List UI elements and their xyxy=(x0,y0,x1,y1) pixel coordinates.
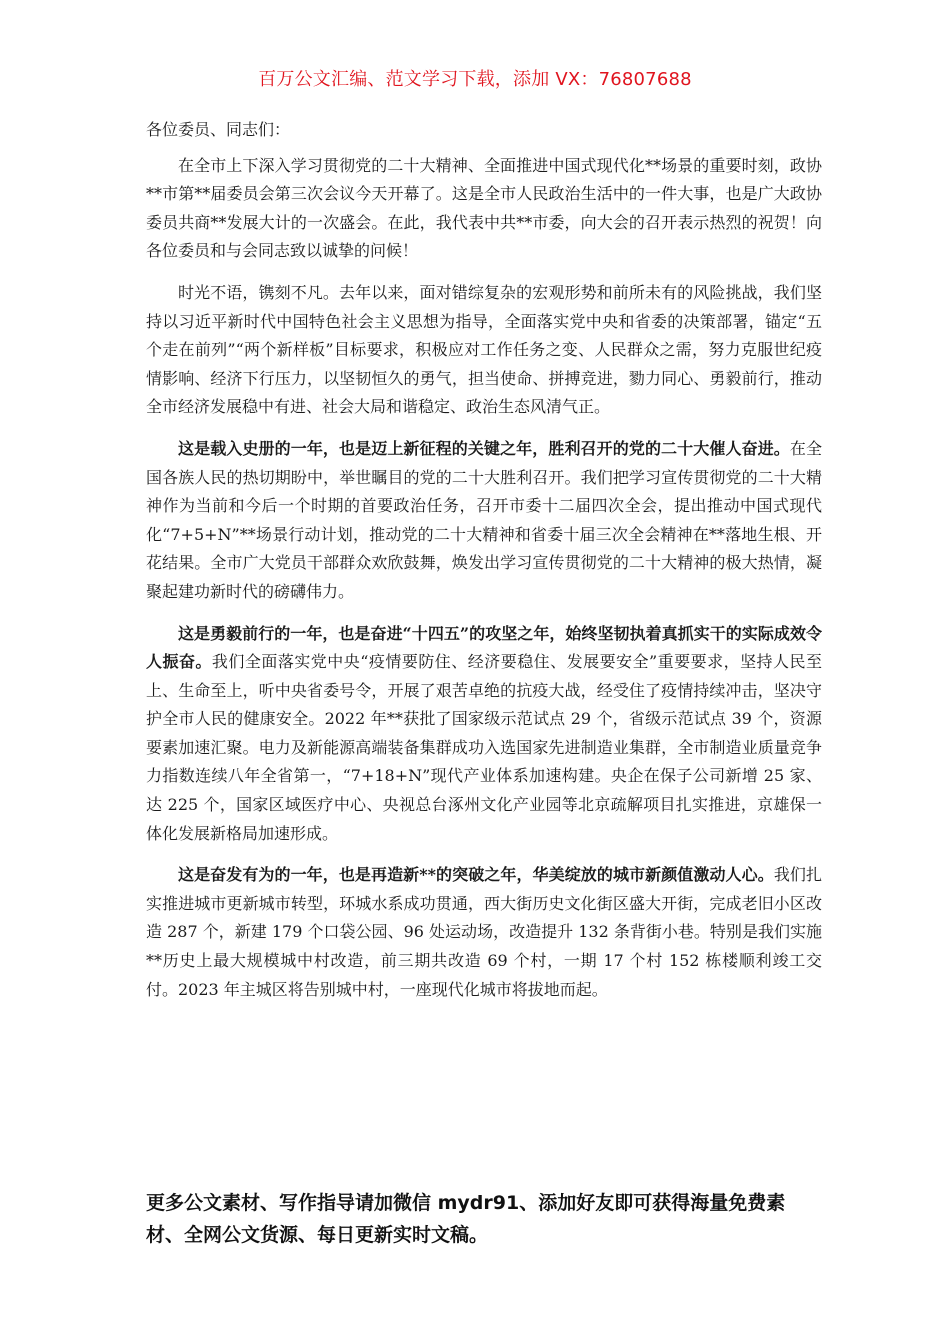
paragraph-city-renewal xyxy=(146,861,822,1004)
paragraph-review xyxy=(146,279,822,422)
paragraph-fourteenth-plan xyxy=(146,620,822,849)
paragraph-text: 我们扎实推进城市更新城市转型，环城水系成功贯通，西大街历史文化街区盛大开街，完成老旧小区改造 287 个，新建 179 个口袋公园、96 处运动场，改造提升 132 条背街小巷。特别是我们实施**历史上最大规模城中村改造，前三期共改造 69 个村，一期 17 个村 152 栋楼顺利竣工交付。2023 年主城区将告别城中村，一座现代化城市将拔地而起。 xyxy=(146,865,822,999)
salutation: 各位委员、同志们： xyxy=(146,120,291,139)
footer-note: 更多公文素材、写作指导请加微信 mydr91、添加好友即可获得海量免费素材、全网公文货源、每日更新实时文稿。 xyxy=(146,1192,786,1246)
paragraph-text: 在全国各族人民的热切期盼中，举世瞩目的党的二十大胜利召开。我们把学习宣传贯彻党的二十大精神作为当前和今后一个时期的首要政治任务，召开市委十二届四次全会，提出推动中国式现代化“7+5+N”**场景行动计划，推动党的二十大精神和省委十届三次全会精神在**落地生根、开花结果。全市广大党员干部群众欢欣鼓舞，焕发出学习宣传贯彻党的二十大精神的极大热情，凝聚起建功新时代的磅礴伟力。 xyxy=(146,438,822,601)
paragraph-congress xyxy=(146,435,822,607)
paragraph-text: 在全市上下深入学习贯彻党的二十大精神、全面推进中国式现代化**场景的重要时刻，政协**市第**届委员会第三次会议今天开幕了。这是全市人民政治生活中的一件大事，也是广大政协委员共商**发展大计的一次盛会。在此，我代表中共**市委，向大会的召开表示热烈的祝贺！向各位委员和与会同志致以诚挚的问候！ xyxy=(146,155,822,261)
paragraph-lead: 这是勇毅前行的一年，也是奋进“十四五”的攻坚之年，始终坚韧执着真抓实干的实际成效令人振奋。 xyxy=(146,623,822,672)
paragraph-lead: 这是载入史册的一年，也是迈上新征程的关键之年，胜利召开的党的二十大催人奋进。 xyxy=(178,438,790,458)
paragraph-text: 我们全面落实党中央“疫情要防住、经济要稳住、发展要安全”重要要求，坚持人民至上、生命至上，听中央省委号令，开展了艰苦卓绝的抗疫大战，经受住了疫情持续冲击，坚决守护全市人民的健康安全。2022 年**获批了国家级示范试点 29 个，省级示范试点 39 个，资源要素加速汇聚。电力及新能源高端装备集群成功入选国家先进制造业集群，全市制造业质量竞争力指数连续八年全省第一，“7+18+N”现代产业体系加速构建。央企在保子公司新增 25 家、达 225 个，国家区域医疗中心、央视总台涿州文化产业园等北京疏解项目扎实推进，京雄保一体化发展新格局加速形成。 xyxy=(146,652,822,843)
document-body xyxy=(146,116,822,1017)
paragraph-lead: 这是奋发有为的一年，也是再造新**的突破之年，华美绽放的城市新颜值激动人心。 xyxy=(178,865,774,885)
header-banner: 百万公文汇编、范文学习下载，添加 VX：76807688 xyxy=(258,69,692,90)
paragraph-opening xyxy=(146,152,822,266)
paragraph-text: 时光不语，镌刻不凡。去年以来，面对错综复杂的宏观形势和前所未有的风险挑战，我们坚持以习近平新时代中国特色社会主义思想为指导，全面落实党中央和省委的决策部署，锚定“五个走在前列”“两个新样板”目标要求，积极应对工作任务之变、人民群众之需，努力克服世纪疫情影响、经济下行压力，以坚韧恒久的勇气，担当使命、拼搏竞进，勠力同心、勇毅前行，推动全市经济发展稳中有进、社会大局和谐稳定、政治生态风清气正。 xyxy=(146,282,822,417)
